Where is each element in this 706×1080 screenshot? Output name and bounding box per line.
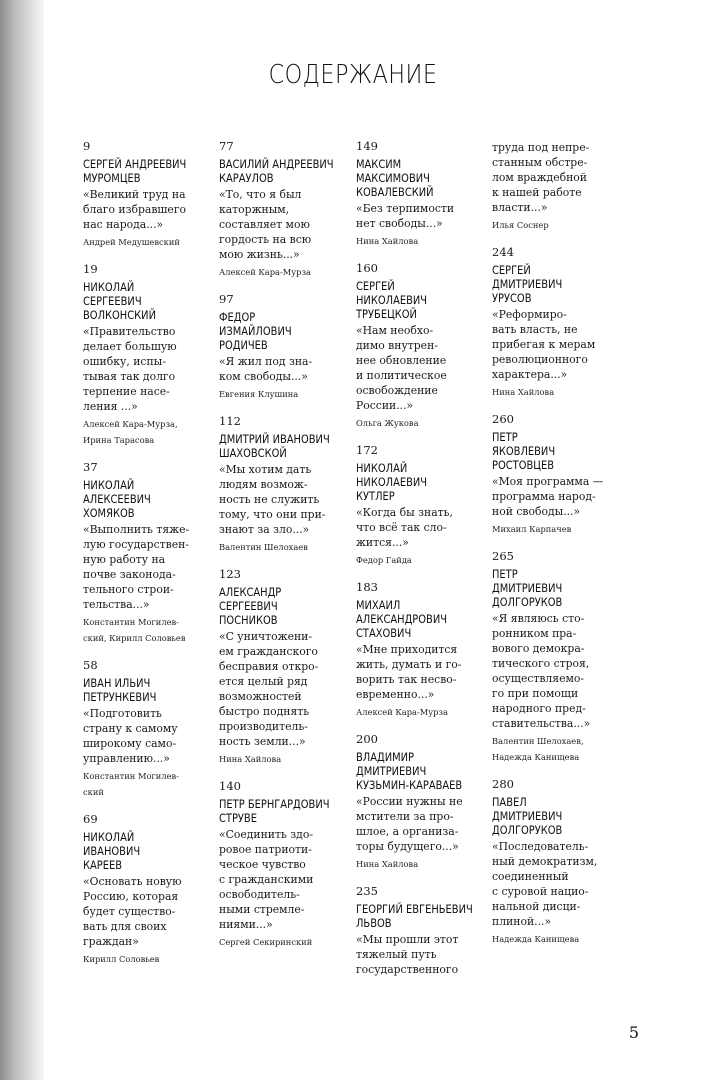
toc-entry — [83, 659, 215, 800]
toc-entry — [219, 415, 351, 555]
toc-author-name: НИКОЛАЙ АЛЕКСЕЕВИЧ ХОМЯКОВ — [83, 478, 151, 520]
page-spine-shadow — [0, 0, 44, 1080]
toc-quote: «Великий труд на благо избравшего нас народа...» — [83, 188, 186, 231]
toc-author-name: МИХАИЛ АЛЕКСАНДРОВИЧ СТАХОВИЧ — [356, 598, 448, 640]
toc-author-name: НИКОЛАЙ НИКОЛАЕВИЧ КУТЛЕР — [356, 461, 428, 503]
toc-contributors: Ольга Жукова — [356, 418, 419, 428]
toc-quote: «То, что я был каторжным, составляет мою гордость на всю мою жизнь...» — [219, 188, 312, 261]
toc-entry — [219, 293, 351, 402]
toc-quote: труда под непре- станным обстре- лом враждебной к нашей работе власти...» — [492, 141, 590, 214]
toc-entry — [492, 550, 624, 765]
toc-contributors: Нина Хайлова — [356, 236, 419, 246]
toc-entry — [492, 140, 624, 233]
toc-contributors: Алексей Кара-Мурза — [356, 707, 448, 717]
toc-quote: «Мне приходится жить, думать и го- ворить так несво- евременно...» — [356, 643, 462, 701]
toc-entry — [83, 263, 215, 448]
toc-contributors: Андрей Медушевский — [83, 237, 180, 247]
toc-quote: «Основать новую Россию, которая будет существо- вать для своих граждан» — [83, 875, 182, 948]
toc-entry — [492, 246, 624, 400]
toc-page-number: 19 — [83, 262, 98, 276]
toc-contributors: Валентин Шелохаев, Надежда Канищева — [492, 736, 584, 762]
toc-page-number: 9 — [83, 139, 91, 153]
toc-page-number: 265 — [492, 549, 514, 563]
toc-quote: «Правительство делает большую ошибку, испы- тывая так долго терпение насе- ления ...» — [83, 325, 177, 413]
toc-page-number: 200 — [356, 732, 378, 746]
toc-quote: «Нам необхо- димо внутрен- нее обновление и политическое освобождение России...» — [356, 324, 447, 412]
toc-page-number: 140 — [219, 779, 241, 793]
toc-entry — [492, 778, 624, 947]
toc-entry — [356, 581, 488, 720]
toc-contributors: Федор Гайда — [356, 555, 412, 565]
toc-quote: «С уничтожени- ем гражданского бесправия откро- ется целый ряд возможностей быстро поднять производитель- ность земли...» — [219, 630, 319, 748]
toc-page-number: 280 — [492, 777, 514, 791]
toc-page-number: 235 — [356, 884, 378, 898]
toc-author-name: СЕРГЕЙ ДМИТРИЕВИЧ УРУСОВ — [492, 263, 563, 305]
toc-column-1 — [83, 140, 215, 980]
toc-page-number: 160 — [356, 261, 378, 275]
toc-author-name: ВЛАДИМИР ДМИТРИЕВИЧ КУЗЬМИН-КАРАВАЕВ — [356, 750, 463, 792]
toc-entry — [356, 733, 488, 872]
toc-contributors: Надежда Канищева — [492, 934, 580, 944]
toc-contributors: Константин Могилев- ский, Кирилл Соловьев — [83, 617, 186, 643]
toc-page-number: 77 — [219, 139, 234, 153]
toc-author-name: НИКОЛАЙ СЕРГЕЕВИЧ ВОЛКОНСКИЙ — [83, 280, 156, 322]
toc-contributors: Константин Могилев- ский — [83, 771, 179, 797]
toc-author-name: СЕРГЕЙ АНДРЕЕВИЧ МУРОМЦЕВ — [83, 157, 187, 185]
toc-author-name: НИКОЛАЙ ИВАНОВИЧ КАРЕЕВ — [83, 830, 141, 872]
toc-quote: «Когда бы знать, что всё так сло- жится...» — [356, 506, 453, 549]
toc-contributors: Нина Хайлова — [356, 859, 419, 869]
toc-author-name: МАКСИМ МАКСИМОВИЧ КОВАЛЕВСКИЙ — [356, 157, 434, 199]
toc-author-name: ПЕТР ЯКОВЛЕВИЧ РОСТОВЦЕВ — [492, 430, 556, 472]
toc-entry — [356, 262, 488, 431]
toc-entry — [83, 140, 215, 250]
toc-author-name: ПЕТР ДМИТРИЕВИЧ ДОЛГОРУКОВ — [492, 567, 563, 609]
toc-contributors: Кирилл Соловьев — [83, 954, 160, 964]
toc-entry — [356, 885, 488, 977]
toc-page-number: 112 — [219, 414, 241, 428]
toc-quote: «Соединить здо- ровое патриоти- ческое чувство с гражданскими освободитель- ными стремле- ниями...» — [219, 828, 314, 931]
page-title: СОДЕРЖАНИЕ — [268, 60, 438, 90]
toc-quote: «Выполнить тяже- лую государствен- ную работу на почве законода- тельного строи- тельства...» — [83, 523, 190, 611]
toc-contributors: Евгения Клушина — [219, 389, 299, 399]
toc-quote: «Я жил под зна- ком свободы...» — [219, 355, 313, 383]
toc-page-number: 183 — [356, 580, 378, 594]
toc-page-number: 69 — [83, 812, 98, 826]
toc-quote: «Подготовить страну к самому широкому само- управлению...» — [83, 707, 178, 765]
toc-author-name: ПЕТР БЕРНГАРДОВИЧ СТРУВЕ — [219, 797, 330, 825]
toc-author-name: ФЕДОР ИЗМАЙЛОВИЧ РОДИЧЕВ — [219, 310, 292, 352]
toc-column-3 — [356, 140, 488, 990]
toc-entry — [219, 780, 351, 950]
toc-page-number: 97 — [219, 292, 234, 306]
toc-author-name: ИВАН ИЛЬИЧ ПЕТРУНКЕВИЧ — [83, 676, 157, 704]
toc-page-number: 37 — [83, 460, 98, 474]
toc-quote: «Мы хотим дать людям возмож- ность не служить тому, что они при- знают за зло...» — [219, 463, 326, 536]
toc-page-number: 244 — [492, 245, 514, 259]
toc-quote: «Мы прошли этот тяжелый путь государственного — [356, 933, 459, 976]
toc-author-name: ВАСИЛИЙ АНДРЕЕВИЧ КАРАУЛОВ — [219, 157, 334, 185]
toc-quote: «Моя программа — программа народ- ной свободы...» — [492, 475, 604, 518]
toc-contributors: Нина Хайлова — [492, 387, 555, 397]
toc-author-name: АЛЕКСАНДР СЕРГЕЕВИЧ ПОСНИКОВ — [219, 585, 282, 627]
toc-page-number: 149 — [356, 139, 378, 153]
toc-contributors: Алексей Кара-Мурза — [219, 267, 311, 277]
toc-entry — [219, 568, 351, 767]
toc-contributors: Михаил Карпачев — [492, 524, 572, 534]
toc-entry — [492, 413, 624, 537]
toc-author-name: ПАВЕЛ ДМИТРИЕВИЧ ДОЛГОРУКОВ — [492, 795, 563, 837]
toc-page-number: 123 — [219, 567, 241, 581]
toc-column-4 — [492, 140, 624, 960]
toc-page-number: 260 — [492, 412, 514, 426]
toc-page-number: 58 — [83, 658, 98, 672]
toc-quote: «России нужны не мстители за про- шлое, а организа- торы будущего...» — [356, 795, 463, 853]
toc-quote: «Реформиро- вать власть, не прибегая к мерам революционного характера...» — [492, 308, 596, 381]
toc-entry — [83, 461, 215, 646]
toc-contributors: Илья Соснер — [492, 220, 549, 230]
toc-quote: «Последователь- ный демократизм, соединенный с суровой нацио- нальной дисци- плиной...» — [492, 840, 598, 928]
toc-author-name: ДМИТРИЙ ИВАНОВИЧ ШАХОВСКОЙ — [219, 432, 330, 460]
toc-entry — [219, 140, 351, 280]
toc-author-name: ГЕОРГИЙ ЕВГЕНЬЕВИЧ ЛЬВОВ — [356, 902, 473, 930]
toc-entry — [83, 813, 215, 967]
toc-entry — [356, 140, 488, 249]
toc-quote: «Я являюсь сто- ронником пра- вового демокра- тического строя, осуществляемо- го при помощи народного пред- ставительства...» — [492, 612, 591, 730]
toc-quote: «Без терпимости нет свободы...» — [356, 202, 455, 230]
page-number: 5 — [628, 1023, 639, 1042]
toc-page-number: 172 — [356, 443, 378, 457]
toc-contributors: Нина Хайлова — [219, 754, 282, 764]
toc-column-2 — [219, 140, 351, 963]
toc-contributors: Сергей Секиринский — [219, 937, 313, 947]
toc-contributors: Алексей Кара-Мурза, Ирина Тарасова — [83, 419, 178, 445]
toc-author-name: СЕРГЕЙ НИКОЛАЕВИЧ ТРУБЕЦКОЙ — [356, 279, 428, 321]
toc-contributors: Валентин Шелохаев — [219, 542, 308, 552]
toc-entry — [356, 444, 488, 568]
